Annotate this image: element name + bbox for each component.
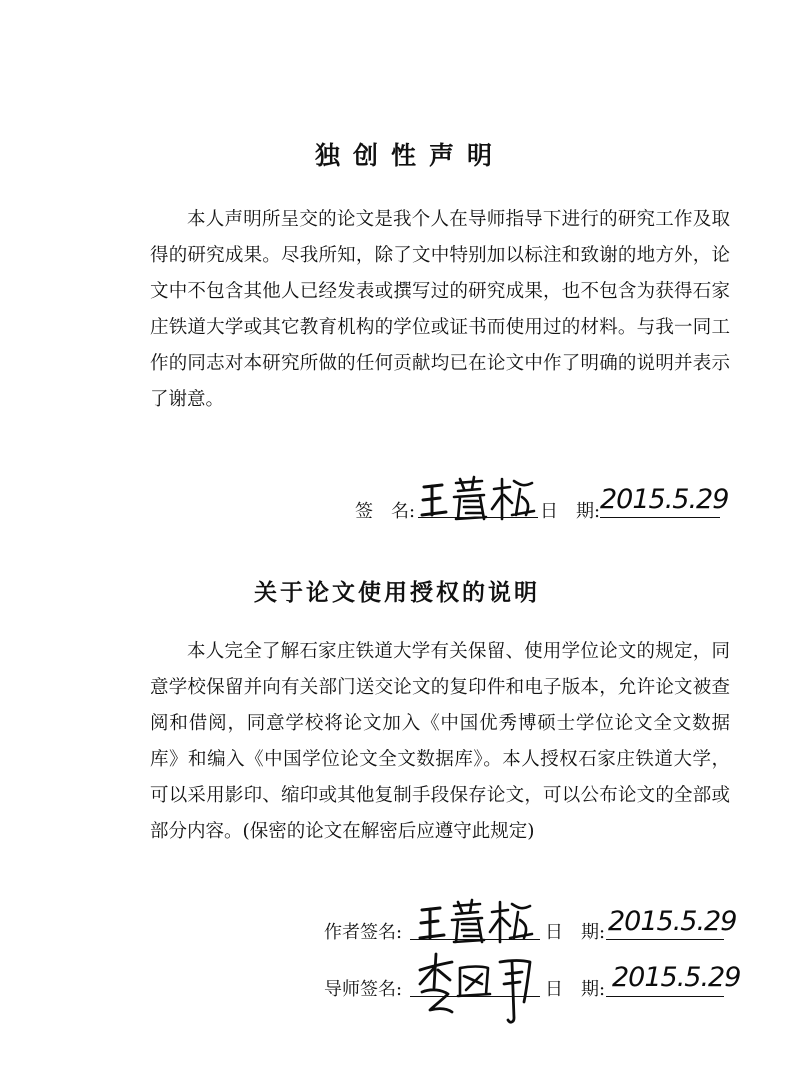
authorization-title: 关于论文使用授权的说明 — [254, 580, 540, 606]
signature-author-2 — [416, 898, 540, 948]
author-signature-label: 作者签名: — [324, 922, 403, 943]
author-date-handwritten: 2015.5.29 — [608, 906, 737, 937]
date-handwritten: 2015.5.29 — [600, 484, 729, 515]
date-line — [600, 517, 720, 518]
advisor-date-handwritten: 2015.5.29 — [612, 962, 741, 993]
author-date-line — [606, 939, 724, 940]
signature-label: 签 名: — [355, 501, 416, 522]
declaration-title: 独创性声明 — [314, 141, 505, 170]
advisor-date-label: 日 期: — [545, 979, 606, 1000]
declaration-body: 本人声明所呈交的论文是我个人在导师指导下进行的研究工作及取得的研究成果。尽我所知，除了文中特别加以标注和致谢的地方外，论文中不包含其他人已经发表或撰写过的研究成果，也不包含为获得石家庄铁道大学或其它教育机构的学位或证书而使用过的材料。与我一同工作的同志对本研究所做的任何贡献均已在论文中作了明确的说明并表示了谢意。 — [150, 209, 730, 410]
advisor-signature-label: 导师签名: — [324, 979, 403, 1000]
author-date-label: 日 期: — [545, 922, 606, 943]
signature-author-1 — [420, 475, 540, 525]
advisor-date-line — [606, 996, 724, 997]
signature-advisor — [412, 948, 542, 1028]
authorization-body: 本人完全了解石家庄铁道大学有关保留、使用学位论文的规定，同意学校保留并向有关部门送交论文的复印件和电子版本，允许论文被查阅和借阅，同意学校将论文加入《中国优秀博硕士学位论文全文数据库》和编入《中国学位论文全文数据库》。本人授权石家庄铁道大学，可以采用影印、缩印或其他复制手段保存论文，可以公布论文的全部或部分内容。(保密的论文在解密后应遵守此规定) — [150, 641, 730, 842]
date-label: 日 期: — [540, 501, 601, 522]
